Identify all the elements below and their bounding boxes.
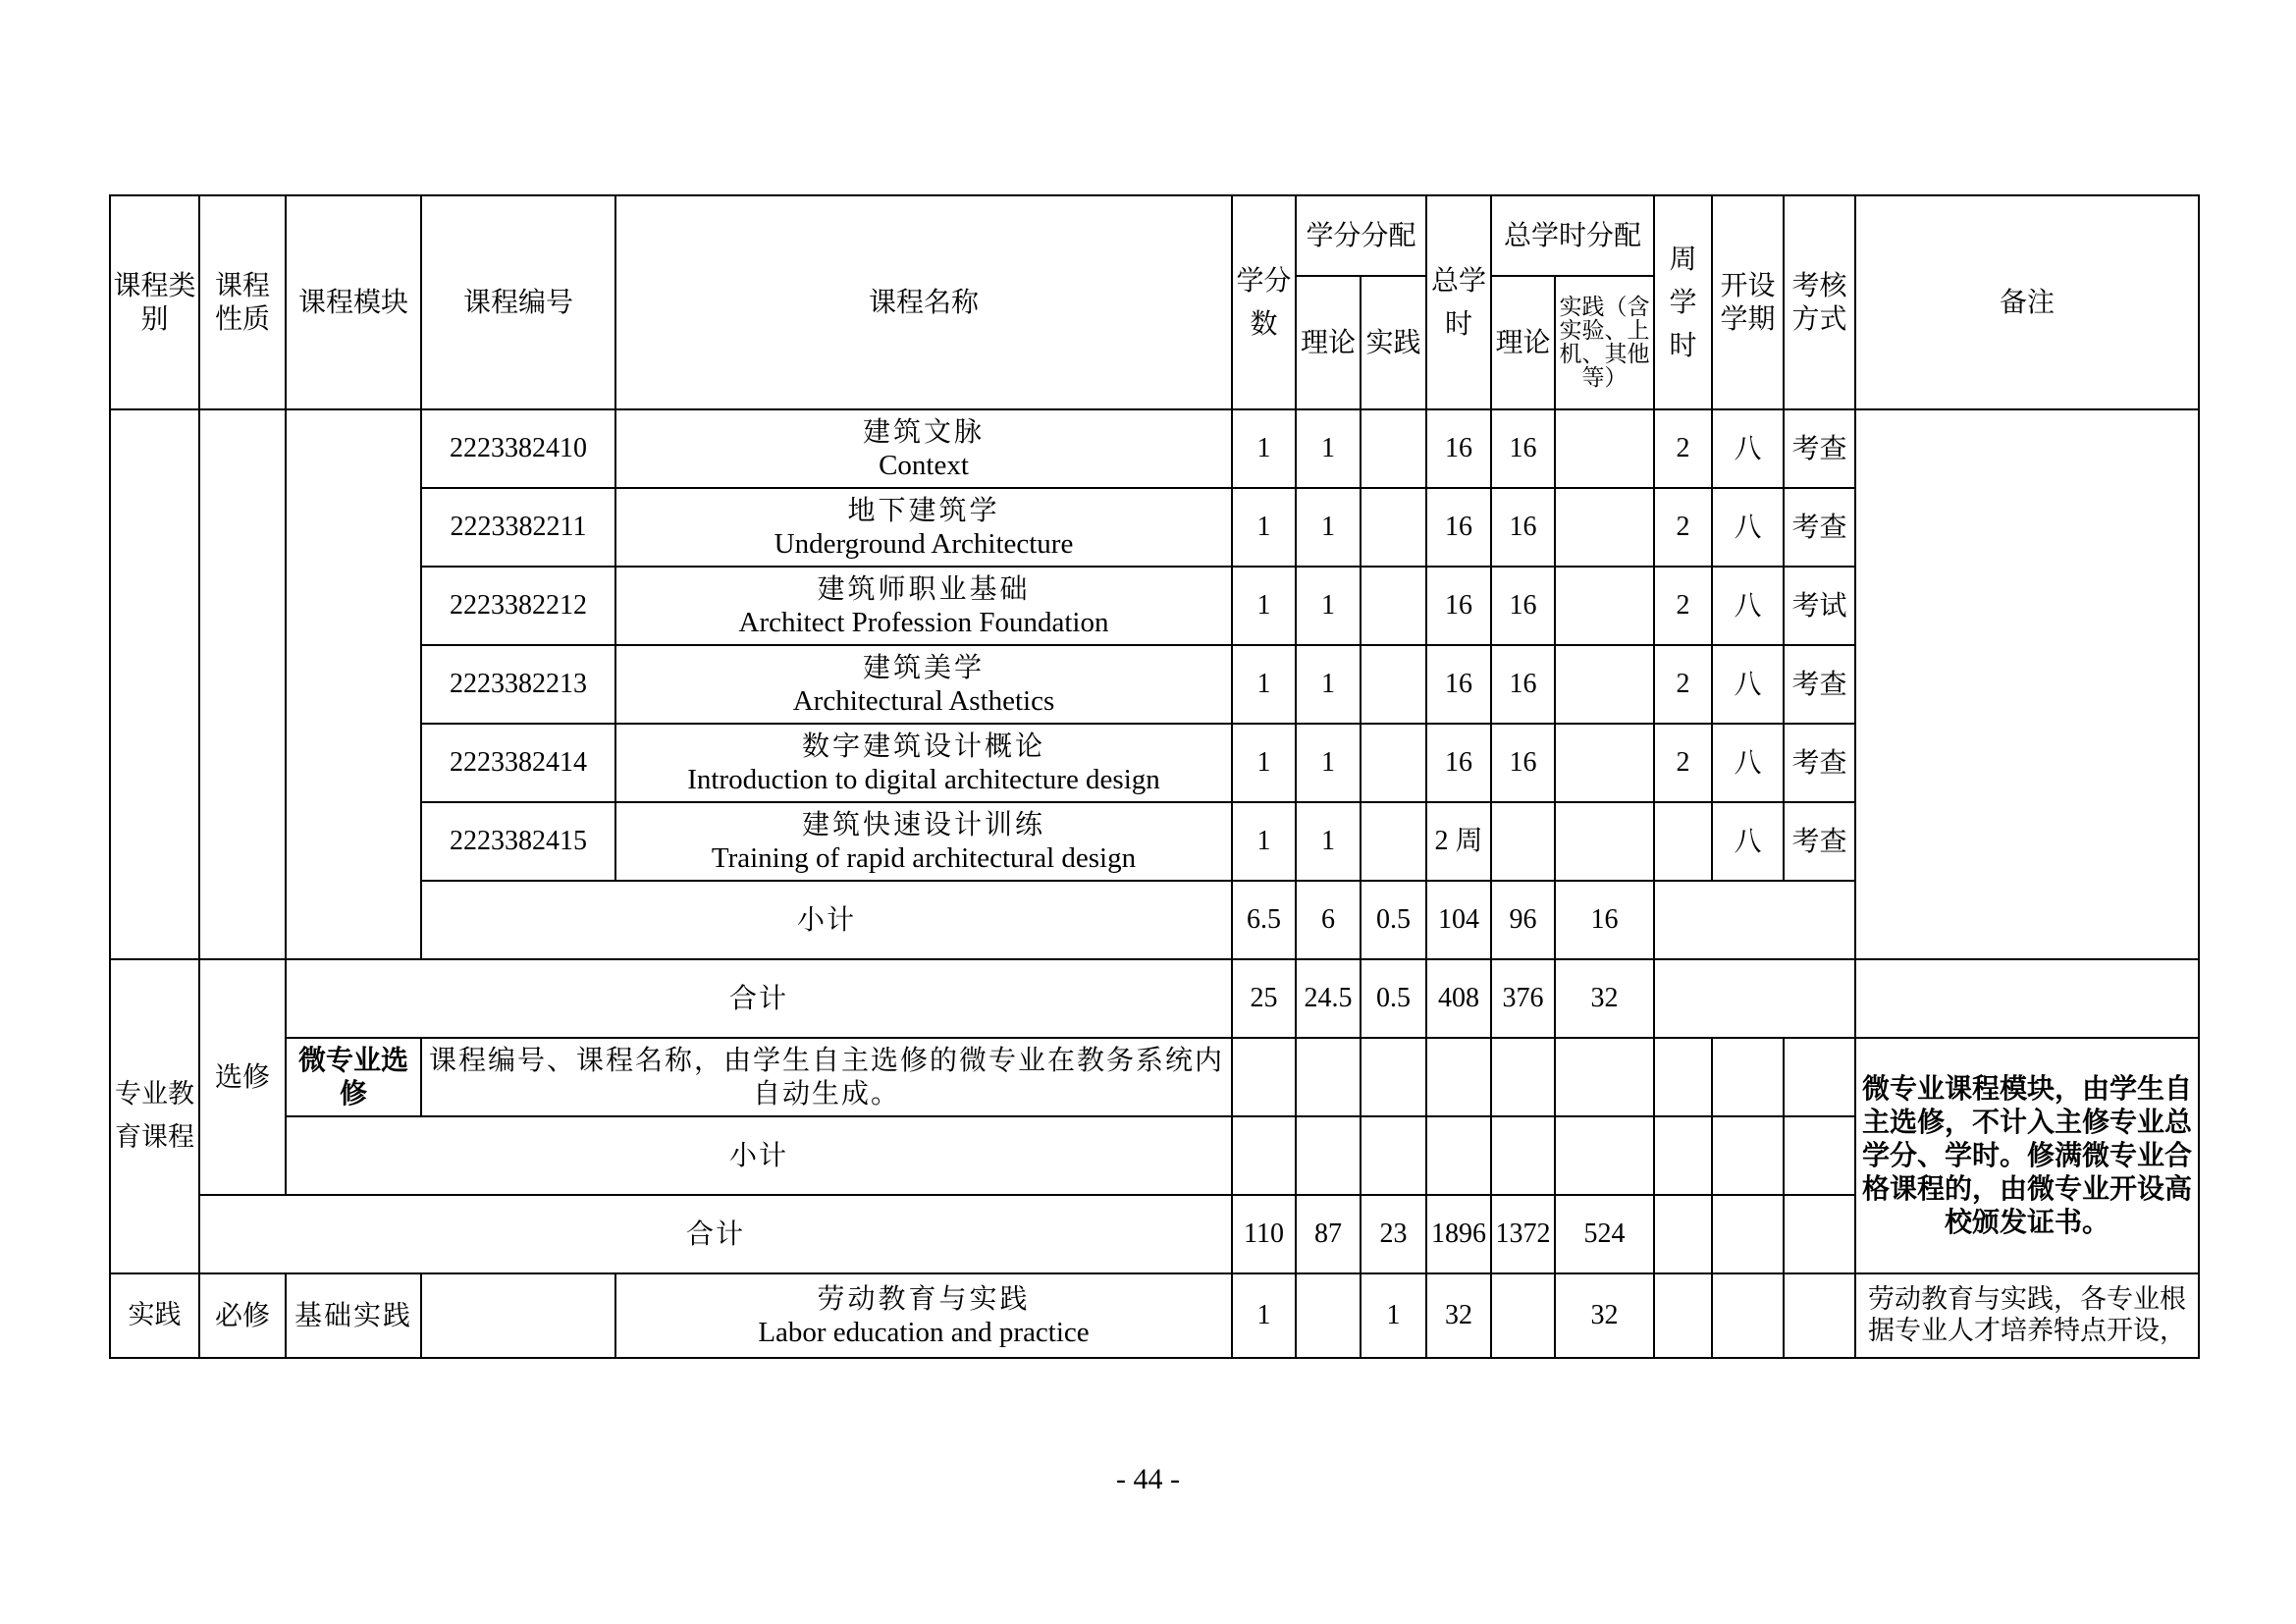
semester: 八 <box>1712 645 1784 724</box>
credit-theory: 1 <box>1296 567 1361 645</box>
hours-theory: 16 <box>1491 488 1555 567</box>
blank-cell <box>1784 1273 1855 1358</box>
header-assessment: 考核方式 <box>1784 195 1855 409</box>
header-semester: 开设学期 <box>1712 195 1784 409</box>
professional-category: 专业教育课程 <box>110 959 199 1273</box>
blank-cell <box>1784 1195 1855 1273</box>
credit-theory: 1 <box>1296 488 1361 567</box>
credits: 1 <box>1232 409 1296 488</box>
header-hours-dist: 总学时分配 <box>1491 195 1654 276</box>
course-name-cn: 建筑快速设计训练 <box>801 808 1045 840</box>
course-name <box>615 724 1232 802</box>
nature-cell-blank <box>199 409 286 959</box>
hours-theory: 16 <box>1491 724 1555 802</box>
blank-cell <box>1784 1116 1855 1195</box>
header-category: 课程类别 <box>110 195 199 409</box>
blank-cell <box>1232 1116 1296 1195</box>
course-name-en: Introduction to digital architecture design <box>687 764 1160 795</box>
blank-cell <box>1784 1038 1855 1116</box>
assessment: 考查 <box>1784 409 1855 488</box>
assessment: 考试 <box>1784 567 1855 645</box>
credit-theory: 1 <box>1296 724 1361 802</box>
course-name-en: Training of rapid architectural design <box>711 842 1137 874</box>
credit-theory: 1 <box>1296 645 1361 724</box>
blank-cell <box>1296 1116 1361 1195</box>
practice-category: 实践 <box>110 1273 199 1358</box>
header-hours-theory: 理论 <box>1491 276 1555 409</box>
credits: 1 <box>1232 488 1296 567</box>
subtotal-credits: 6.5 <box>1232 881 1296 959</box>
grand-total-hours-practice: 524 <box>1555 1195 1654 1273</box>
blank-cell <box>1654 1273 1712 1358</box>
hours-practice <box>1555 645 1654 724</box>
practice-hours-practice: 32 <box>1555 1273 1654 1358</box>
micro-module: 微专业选修 <box>286 1038 421 1116</box>
semester: 八 <box>1712 802 1784 881</box>
subtotal-label: 小计 <box>421 881 1232 959</box>
micro-description: 课程编号、课程名称，由学生自主选修的微专业在教务系统内自动生成。 <box>421 1038 1232 1116</box>
header-total-hours: 总学时 <box>1426 195 1491 409</box>
assessment: 考查 <box>1784 802 1855 881</box>
credit-theory: 1 <box>1296 409 1361 488</box>
blank-cell <box>1555 1116 1654 1195</box>
assessment: 考查 <box>1784 724 1855 802</box>
hours-practice <box>1555 567 1654 645</box>
header-name: 课程名称 <box>615 195 1232 409</box>
semester: 八 <box>1712 409 1784 488</box>
subtotal-total-hours: 104 <box>1426 881 1491 959</box>
total-blank <box>1654 959 1855 1038</box>
header-credits: 学分数 <box>1232 195 1296 409</box>
total-hours: 16 <box>1426 724 1491 802</box>
subtotal-hours-theory: 96 <box>1491 881 1555 959</box>
practice-module: 基础实践 <box>286 1273 421 1358</box>
course-name-cn: 建筑文脉 <box>862 415 985 448</box>
hours-theory: 16 <box>1491 645 1555 724</box>
course-name-cn: 数字建筑设计概论 <box>801 730 1045 762</box>
credit-practice <box>1361 645 1426 724</box>
micro-major-row <box>110 1038 2199 1116</box>
blank-cell <box>1491 1116 1555 1195</box>
blank-cell <box>1296 1038 1361 1116</box>
credit-practice <box>1361 724 1426 802</box>
grand-total-credits: 110 <box>1232 1195 1296 1273</box>
weekly-hours: 2 <box>1654 567 1712 645</box>
header-practice: 实践 <box>1361 276 1426 409</box>
credit-theory: 1 <box>1296 802 1361 881</box>
practice-name-cn: 劳动教育与实践 <box>817 1282 1031 1315</box>
blank-cell <box>1654 1195 1712 1273</box>
subtotal-theory: 6 <box>1296 881 1361 959</box>
page-number: - 44 - <box>1116 1463 1180 1495</box>
total-row <box>110 959 2199 1038</box>
course-name-cn: 建筑师职业基础 <box>817 572 1031 605</box>
hours-practice <box>1555 724 1654 802</box>
total-hours-practice: 32 <box>1555 959 1654 1038</box>
total-hours: 16 <box>1426 645 1491 724</box>
hours-practice <box>1555 802 1654 881</box>
course-name-cn: 地下建筑学 <box>847 494 1000 526</box>
total-remarks-blank <box>1855 959 2199 1038</box>
semester: 八 <box>1712 567 1784 645</box>
subtotal-blank <box>1654 881 1855 959</box>
practice-name-en: Labor education and practice <box>758 1317 1090 1348</box>
header-weekly-hours: 周学时 <box>1654 195 1712 409</box>
grand-total-label: 合计 <box>199 1195 1232 1273</box>
credits: 1 <box>1232 567 1296 645</box>
credit-practice <box>1361 409 1426 488</box>
practice-note: 劳动教育与实践，各专业根据专业人才培养特点开设， <box>1855 1273 2199 1358</box>
course-name-en: Underground Architecture <box>774 528 1074 560</box>
total-hours: 16 <box>1426 488 1491 567</box>
practice-total-hours: 32 <box>1426 1273 1491 1358</box>
credits: 1 <box>1232 802 1296 881</box>
course-name <box>615 645 1232 724</box>
practice-course-name <box>615 1273 1232 1358</box>
subtotal-practice: 0.5 <box>1361 881 1426 959</box>
practice-nature: 必修 <box>199 1273 286 1358</box>
semester: 八 <box>1712 488 1784 567</box>
hours-practice <box>1555 409 1654 488</box>
header-remarks: 备注 <box>1855 195 2199 409</box>
practice-hours-theory <box>1491 1273 1555 1358</box>
assessment: 考查 <box>1784 645 1855 724</box>
credit-practice <box>1361 488 1426 567</box>
hours-practice <box>1555 488 1654 567</box>
course-name-en: Architectural Asthetics <box>792 685 1055 717</box>
course-code: 2223382410 <box>421 409 615 488</box>
practice-credits: 1 <box>1232 1273 1296 1358</box>
total-hours: 16 <box>1426 567 1491 645</box>
course-name <box>615 409 1232 488</box>
total-theory: 24.5 <box>1296 959 1361 1038</box>
total-practice: 0.5 <box>1361 959 1426 1038</box>
professional-nature: 选修 <box>199 959 286 1195</box>
total-credits: 25 <box>1232 959 1296 1038</box>
blank-cell <box>1491 1038 1555 1116</box>
practice-row <box>110 1273 2199 1358</box>
header-hours-practice: 实践（含实验、上机、其他等） <box>1555 276 1654 409</box>
credit-practice <box>1361 567 1426 645</box>
blank-cell <box>1654 1116 1712 1195</box>
blank-cell <box>1712 1273 1784 1358</box>
course-name-en: Architect Profession Foundation <box>738 607 1109 638</box>
blank-cell <box>1361 1038 1426 1116</box>
course-name <box>615 567 1232 645</box>
weekly-hours: 2 <box>1654 724 1712 802</box>
course-code: 2223382213 <box>421 645 615 724</box>
course-code: 2223382415 <box>421 802 615 881</box>
course-code: 2223382211 <box>421 488 615 567</box>
hours-theory: 16 <box>1491 409 1555 488</box>
total-total-hours: 408 <box>1426 959 1491 1038</box>
category-cell-blank <box>110 409 199 959</box>
practice-theory <box>1296 1273 1361 1358</box>
grand-total-theory: 87 <box>1296 1195 1361 1273</box>
module-cell-blank <box>286 409 421 959</box>
header-code: 课程编号 <box>421 195 615 409</box>
course-code: 2223382414 <box>421 724 615 802</box>
credits: 1 <box>1232 645 1296 724</box>
weekly-hours: 2 <box>1654 488 1712 567</box>
blank-cell <box>1232 1038 1296 1116</box>
grand-total-hours: 1896 <box>1426 1195 1491 1273</box>
total-hours: 2 周 <box>1426 802 1491 881</box>
hours-theory: 16 <box>1491 567 1555 645</box>
micro-note: 微专业课程模块，由学生自主选修，不计入主修专业总学分、学时。修满微专业合格课程的，由微专业开设高校颁发证书。 <box>1855 1038 2199 1273</box>
blank-cell <box>1654 1038 1712 1116</box>
header-module: 课程模块 <box>286 195 421 409</box>
weekly-hours: 2 <box>1654 409 1712 488</box>
practice-practice: 1 <box>1361 1273 1426 1358</box>
course-name-en: Context <box>879 450 969 481</box>
header-theory: 理论 <box>1296 276 1361 409</box>
course-name <box>615 488 1232 567</box>
weekly-hours <box>1654 802 1712 881</box>
blank-cell <box>1361 1116 1426 1195</box>
credits: 1 <box>1232 724 1296 802</box>
semester: 八 <box>1712 724 1784 802</box>
curriculum-table <box>109 194 2200 1359</box>
practice-code <box>421 1273 615 1358</box>
total-hours-theory: 376 <box>1491 959 1555 1038</box>
subtotal-hours-practice: 16 <box>1555 881 1654 959</box>
remarks-cell-blank <box>1855 409 2199 959</box>
blank-cell <box>1712 1116 1784 1195</box>
course-code: 2223382212 <box>421 567 615 645</box>
course-name <box>615 802 1232 881</box>
table-row <box>110 409 2199 488</box>
assessment: 考查 <box>1784 488 1855 567</box>
blank-cell <box>1426 1038 1491 1116</box>
grand-total-practice: 23 <box>1361 1195 1426 1273</box>
total-label: 合计 <box>286 959 1232 1038</box>
total-hours: 16 <box>1426 409 1491 488</box>
blank-cell <box>1712 1195 1784 1273</box>
blank-cell <box>1555 1038 1654 1116</box>
header-credit-dist: 学分分配 <box>1296 195 1426 276</box>
blank-cell <box>1426 1116 1491 1195</box>
hours-theory <box>1491 802 1555 881</box>
micro-subtotal-label: 小计 <box>286 1116 1232 1195</box>
blank-cell <box>1712 1038 1784 1116</box>
course-name-cn: 建筑美学 <box>862 651 985 683</box>
header-nature: 课程性质 <box>199 195 286 409</box>
weekly-hours: 2 <box>1654 645 1712 724</box>
credit-practice <box>1361 802 1426 881</box>
grand-total-hours-theory: 1372 <box>1491 1195 1555 1273</box>
